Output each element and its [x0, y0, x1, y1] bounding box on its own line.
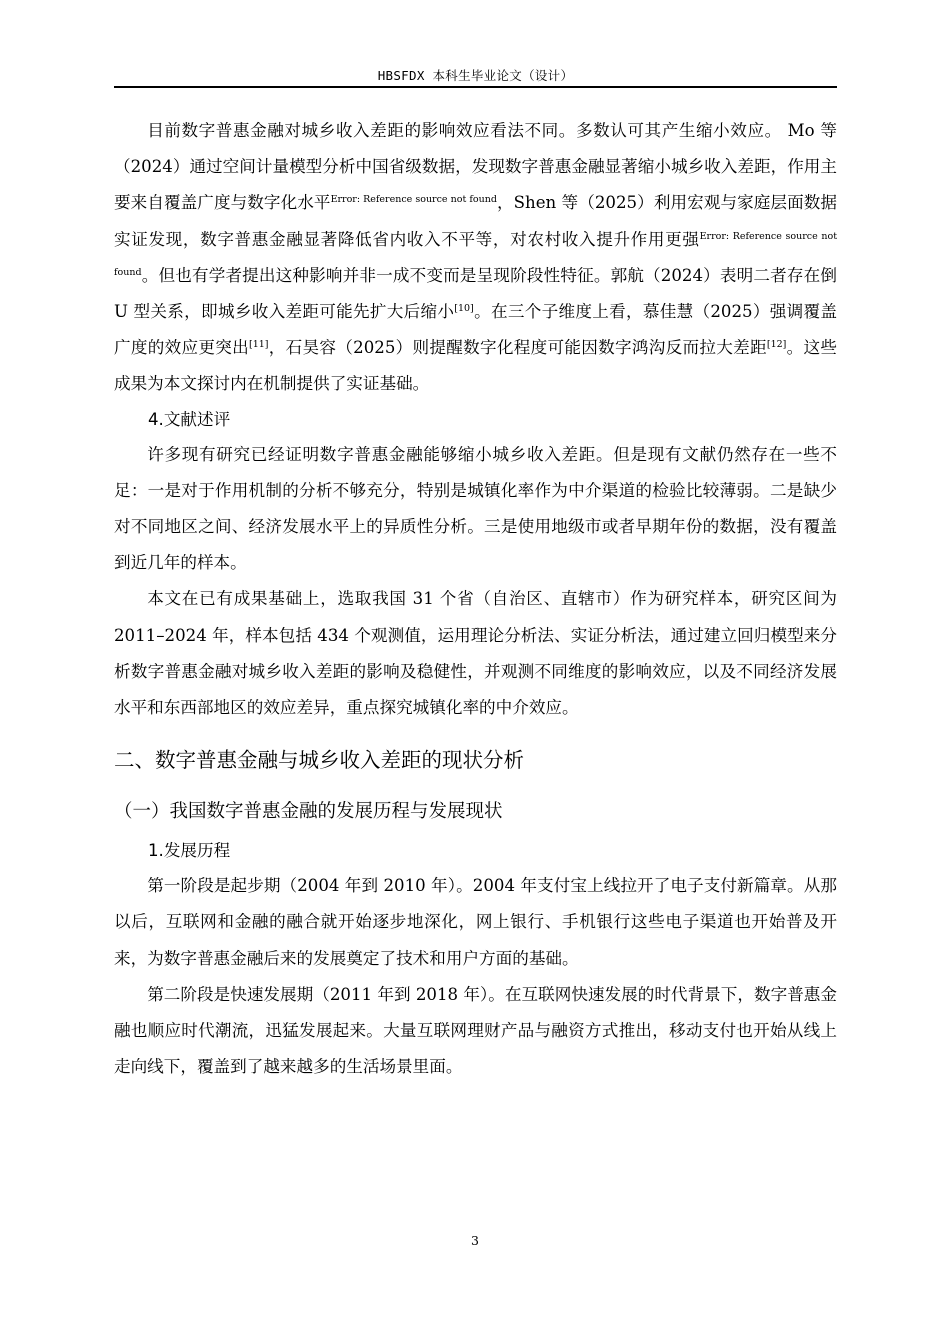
citation-error-2: Error: Reference source not found [114, 230, 838, 278]
chapter-heading: 二、数字普惠金融与城乡收入差距的现状分析 [114, 748, 524, 773]
section-heading-literature-review: 4.文献述评 [148, 409, 231, 429]
citation-12: [12] [766, 339, 787, 351]
section-heading: （一）我国数字普惠金融的发展历程与发展现状 [114, 801, 503, 823]
page-header: HBSFDX 本科生毕业论文（设计） [377, 68, 574, 83]
paragraph-research-design: 本文在已有成果基础上，选取我国 31 个省（自治区、直辖市）作为研究样本，研究区间为 2011–2024 年，样本包括 434 个观测值，运用理论分析法、实证分析法，通过建立回归模型来分析数字普惠金融对城乡收入差距的影响及稳健性，并观测不同维度的影响效应，以及不同经济发展水平和东西部地区的效应差异，重点探究城镇化率的中介效应。 [114, 589, 837, 718]
citation-10: [10] [454, 303, 474, 315]
subsection-heading-history: 1.发展历程 [148, 841, 231, 861]
page-body [114, 113, 837, 1085]
citation-error-1: Error: Reference source not found [330, 194, 497, 206]
header-rule [114, 86, 837, 88]
paragraph-stage-one: 第一阶段是起步期（2004 年到 2010 年）。2004 年支付宝上线拉开了电子支付新篇章。从那以后，互联网和金融的融合就开始逐步地深化，网上银行、手机银行这些电子渠道也开始普及开来，为数字普惠金融后来的发展奠定了技术和用户方面的基础。 [114, 876, 837, 968]
paragraph-literature-effects: 目前数字普惠金融对城乡收入差距的影响效应看法不同。多数认可其产生缩小效应。 Mo 等（2024）通过空间计量模型分析中国省级数据，发现数字普惠金融显著缩小城乡收入差距，作用主要来自覆盖广度与数字化水平$^{Error: Reference source not found}$，Shen 等（2025）利用宏观与家庭层面数据实证发现，数字普惠金融显著降低省内收入不平等，对农村收入提升作用更强$^{Error: Reference source not found}$。但也有学者提出这种影响并非一成不变而是呈现阶段性特征。郭航（2024）表明二者存在倒 U 型关系，即城乡收入差距可能先扩大后缩小[10]。在三个子维度上看，慕佳慧（2025）强调覆盖广度的效应更突出[11]，石昊容（2025）则提醒数字化程度可能因数字鸿沟反而拉大差距[12]。这些成果为本文探讨内在机制提供了实证基础。 [114, 121, 838, 394]
page-number: 3 [471, 1233, 479, 1248]
citation-11: [11] [248, 339, 269, 351]
paragraph-literature-review: 许多现有研究已经证明数字普惠金融能够缩小城乡收入差距。但是现有文献仍然存在一些不足：一是对于作用机制的分析不够充分，特别是城镇化率作为中介渠道的检验比较薄弱。二是缺少对不同地区之间、经济发展水平上的异质性分析。三是使用地级市或者早期年份的数据，没有覆盖到近几年的样本。 [114, 444, 837, 573]
paragraph-stage-two: 第二阶段是快速发展期（2011 年到 2018 年）。在互联网快速发展的时代背景下，数字普惠金融也顺应时代潮流，迅猛发展起来。大量互联网理财产品与融资方式推出，移动支付也开始从线上走向线下，覆盖到了越来越多的生活场景里面。 [114, 984, 837, 1077]
